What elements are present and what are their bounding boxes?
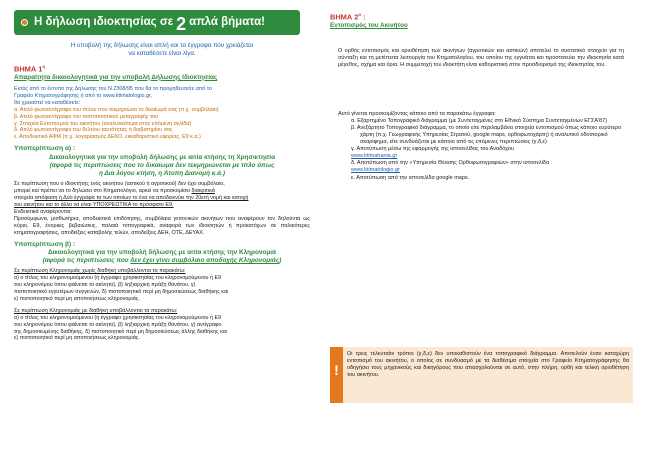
step2-heading xyxy=(330,12,632,22)
step1-sup: ο xyxy=(42,63,46,69)
warning-box xyxy=(330,347,633,403)
step2-head-text: ΒΗΜΑ 2 xyxy=(330,12,359,22)
case-b-sec1-head: Σε περίπτωση Κληρονομιάς χωρίς διαθήκη υποβάλλονται τα παρακάτω: xyxy=(14,268,186,275)
step2-docs xyxy=(330,111,632,181)
ktimahania-link[interactable]: www.ktimahania.gr xyxy=(351,153,398,160)
title-banner xyxy=(14,10,300,35)
intro-line-1: Η υποβολή της δήλωσης είναι απλή και τα έγγραφα που χρειάζεται xyxy=(70,42,254,49)
list-item: α) ο τίτλος του κληρονομούμενου (ή έγγραφο χρησικτησίας του κληρονομούμενου ή Ε9 xyxy=(14,275,222,282)
banner-step-count: 2 xyxy=(176,13,187,34)
list-item: του κληρονόμου όπου φαίνεται το ακίνητο), β) ληξιαρχική πράξη θανάτου, γ) αντίγραφο xyxy=(14,321,222,328)
step1-subtitle: Απαραίτητα δικαιολογητικά για την υποβολή Δήλωσης Ιδιοκτησίας xyxy=(14,73,218,81)
list-item: του κληρονόμου όπου φαίνεται το ακίνητο), β) ληξιαρχική πράξη θανάτου, γ) xyxy=(14,282,196,289)
step2-docs-intro: Αυτό γίνεται προσκομίζοντας κάποιο από τα παρακάτω έγγραφα: xyxy=(338,111,496,118)
step1-intro xyxy=(14,86,310,107)
case-b-note xyxy=(14,257,310,265)
list-item: πιστοποιητικό εγγυτέρων συγγενών, δ) πιστοποιητικό περί μη δημοσιεύσεως διαθήκης και xyxy=(14,289,229,296)
case-b-section-2 xyxy=(14,308,310,343)
case-b-note-before: (αφορά τις περιπτώσεις που xyxy=(42,257,129,265)
step1-intro-line-1: Εκτός από το έντυπο της Δήλωσης του Ν.2308/95 που θα το προμηθευτείτε από το xyxy=(14,86,212,92)
list-item: β. Ανεξάρτητο Τοπογραφικό διάγραμμα, το οποίο είτε περιλαμβάνει στοιχεία εντοπισμού όπως κάποιο ευρύτερο χάρτη (π.χ. Γεωγραφικής Υπηρεσίας Στρατού, google maps, ορθοφωτοχάρτη) ή αναλυτικό οδοιπορικό σκαρίφημα, είτε συνδυάζεται με κάποιο από τις επόμενες περιπτώσεις (γ,δ,ε) xyxy=(351,125,622,146)
case-a-line-2-underlined: διακριτικά xyxy=(191,188,215,195)
step1-intro-line-2: Γραφείο Κτηματογράφησης ή από το www.ktimatologio.gr, xyxy=(14,92,153,99)
case-b-heading: Υποπερίπτωση β) : xyxy=(14,240,76,248)
list-item: δ. Απλό φωτοαντίγραφο του δελτίου ταυτότητας ή διαβατηρίου σας xyxy=(14,127,173,134)
banner-text-before: Η δήλωση ιδιοκτησίας σε xyxy=(34,16,174,29)
case-a-examples: Προσύμφωνα, μισθωτήρια, αποδεικτικά επιδότησης, συμβόλαια γειτονικών ακινήτων που αναφέρουν τον δηλούντα ως κύριο, Ε9, ένορκες βεβαιώσεις, παλαιά τοπογραφικά, αναφορά των ιδιοκτητών ή προκατόχων σε παλαιότερες κτηματογραφήσεις, αποδείξεις καταβολής τελών, αποδείξεις ΔΕΗ, ΟΤΕ, ΔΕΥΑΧ. xyxy=(14,215,310,236)
step2-doc-list xyxy=(338,118,632,181)
case-a-line-3-text: στοιχεία xyxy=(14,195,34,202)
case-b-note-underlined: δεν έχει γίνει συμβόλαιο αποδοχής Κληρονομιάς xyxy=(130,257,280,265)
step2-subtitle: Εντοπισμός του Ακινήτου xyxy=(330,21,408,29)
case-a-title: Δικαιολογητικά για την υποβολή δήλωσης με αιτία κτήσης τη Χρησικτησία xyxy=(48,153,275,161)
list-item: α) ο τίτλος του κληρονομούμενου (ή έγγραφο χρησικτησίας του κληρονομούμενου ή Ε9 xyxy=(14,314,222,321)
step1-head-text: ΒΗΜΑ 1 xyxy=(14,64,43,74)
case-b-title: Δικαιολογητικά για την υποβολή δήλωσης με αιτία κτήσης την Κληρονομιά xyxy=(48,248,276,256)
step1-doc-list xyxy=(14,107,310,142)
ktimatologio-link[interactable]: www.ktimatologio.gr xyxy=(351,167,400,174)
bullet-dot-icon xyxy=(21,19,28,26)
case-a-note-1: (αφορά τις περιπτώσεις που το δικαίωμα δεν τεκμηριώνεται με τίτλο όπως xyxy=(49,161,275,169)
case-a-note-2: η Δια λόγου κτήση, η Άτυπη Διανομή κ.ά.) xyxy=(98,170,226,178)
case-a-indicative: Ενδεικτικά αναφέρονται: xyxy=(14,208,72,215)
list-item: γ. Αποτύπωση μέσω της εφαρμογής της ιστοσελίδας του Αναδόχου xyxy=(351,146,514,153)
left-column xyxy=(14,42,310,342)
step1-intro-line-3: θα χρειαστεί να καταθέσετε: xyxy=(14,99,81,106)
list-item: α. Εξαρτημένο Τοπογραφικό διάγραμμα (με Συντεταγμένες στο Εθνικό Σύστημα Συντεταγμένων ΕΓΣΑ'87) xyxy=(351,118,607,125)
case-b-sec2-head: Σε περίπτωση Κληρονομιάς με διαθήκη υποβάλλονται τα παρακάτω: xyxy=(14,307,178,314)
list-item: ε) πιστοποιητικό περί μη αποποιήσεως κληρονομιάς. xyxy=(14,335,140,342)
exclamation-icon: ! xyxy=(334,362,339,378)
case-a-heading: Υποπερίπτωση α) : xyxy=(14,145,76,153)
case-a-line-2-text: μπορεί και πρέπει να το δηλώσει στο Κτηματολόγιο, αρκεί να προσκομίσει xyxy=(14,188,190,195)
banner-text-after: απλά βήματα! xyxy=(189,16,265,29)
case-a-line-3-underlined: απόφαση ή Δύο έγγραφα τα των οποίων το ένα να αποδεικνύει την 20ετή νομή και κατοχή xyxy=(34,195,249,202)
list-item: ε. Αποτύπωση από την ιστοσελίδα google maps. xyxy=(351,174,470,181)
list-item: ε) πιστοποιητικό περί μη αποποιήσεως κληρονομιάς. xyxy=(14,295,140,302)
case-a-line-4: του ακινήτου και το άλλο να είναι ΥΠΟΧΡΕΩΤΙΚΑ το πρόσφατο Ε9. xyxy=(14,201,174,208)
right-column xyxy=(330,12,632,182)
list-item: ε. Αποδεικτικό ΑΦΜ (π.χ. λογαριασμός ΔΕΚΟ, εκκαθαριστικό εφορίας, Ε9 κ.α.) xyxy=(14,134,201,141)
intro-text xyxy=(14,42,310,58)
step2-colon: : xyxy=(363,12,366,22)
case-a-line-3 xyxy=(14,195,310,202)
list-item: της δημοσιευμένης διαθήκης, δ) πιστοποιητικό περί μη δημοσιεύσεως άλλης διαθήκης και xyxy=(14,328,228,335)
step2-paragraph: Ο ορθός εντοπισμός και οριοθέτηση των ακινήτων (αγροτικών και αστικών) αποτελεί το συστατικό στοιχείο για τη σύνταξη και τη μετέπειτα λειτουργία του Κτηματολογίου, του οποίου της εγγυάται και προστατεύει την ιδιοκτησία κατά μέγεθος, σχήμα και όρια. Η συμμετοχή του ιδιοκτήτη είναι καθοριστική στον προσδιορισμό της ιδιοκτησίας του. xyxy=(338,48,624,69)
step2-sup: ο xyxy=(358,12,362,17)
intro-line-2: να καταθέσετε είναι λίγα. xyxy=(128,49,196,57)
warning-text: Οι τρεις τελευταίοι τρόποι (γ,δ,ε) δεν υποκαθιστούν ένα τοπογραφικό διάγραμμα. Αποτελούν έναν καταχώρη εντοπισμό του ακινήτου, ο οποίος σε συνδυασμό με τα διαθέσιμα στοιχεία στο Γραφείο Κτηματογράφησης θα οδηγήσει τους μηχανικούς και δικηγόρους που απασχολούνται σε αυτό, στην πλήρη, ορθή και τελική οριοθέτηση του ακινήτου. xyxy=(347,351,629,379)
case-a-line-1: Σε περίπτωση που ο ιδιοκτήτης ενός ακινήτου (αστικού ή αγροτικού) δεν έχει συμβόλαιο, xyxy=(14,181,225,188)
list-item: β. Απλό φωτοαντίγραφο του πιστοποιητικού μεταγραφής του xyxy=(14,113,159,120)
case-a-paragraph xyxy=(14,181,310,236)
list-item: γ. Στοιχεία Εντοπισμού του ακινήτου (αναλυτικότερα στην επόμενη σελίδα) xyxy=(14,120,192,127)
list-item: δ. Αποτύπωση από την «Υπηρεσία Θέασης Ορθοφωτογραφιών» στην ιστοσελίδα xyxy=(351,160,550,167)
list-item: α. Απλό φωτοαντίγραφο του τίτλου που τεκμηριώνει το δικαίωμά σας (π.χ. συμβόλαιο) xyxy=(14,106,219,113)
case-b-note-after: ) xyxy=(279,257,282,265)
case-b-section-1 xyxy=(14,268,310,303)
list-item xyxy=(338,167,632,174)
step1-heading xyxy=(14,64,310,74)
